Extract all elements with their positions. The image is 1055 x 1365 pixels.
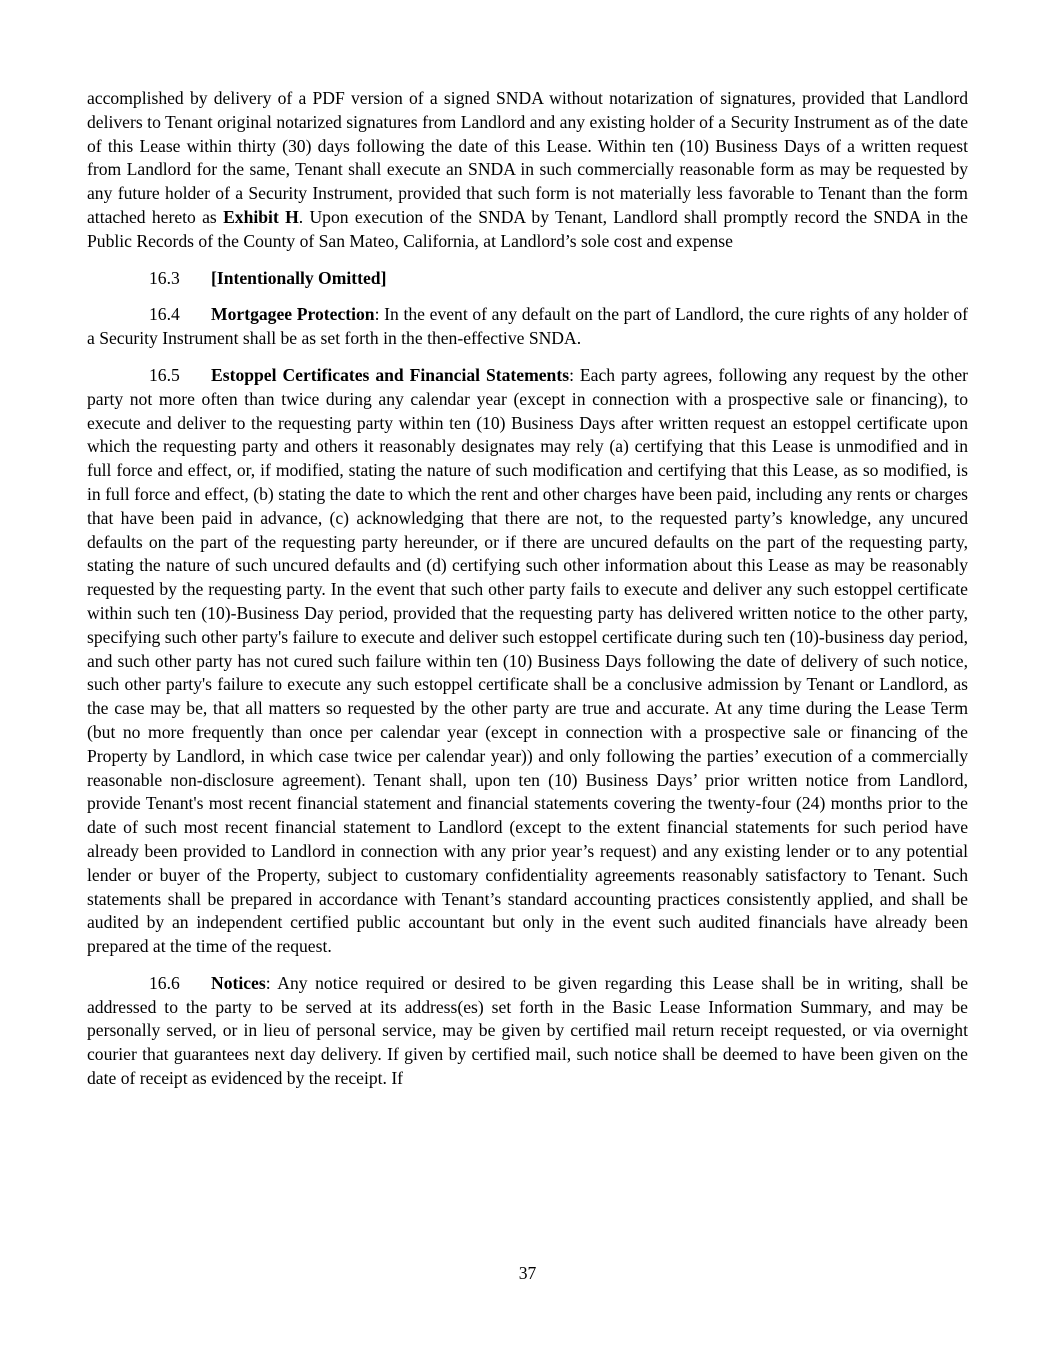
page-number: 37 xyxy=(518,1263,537,1283)
paragraph-16-2-continuation xyxy=(87,87,968,254)
section-16-5 xyxy=(87,364,968,959)
section-number: 16.6 xyxy=(149,972,180,993)
section-heading: [Intentionally Omitted] xyxy=(211,267,387,288)
paragraph-text: accomplished by delivery of a PDF version of a signed SNDA without notarization of signatures, provided that Landlord delivers to Tenant original notarized signatures from Landlord and any existing holder of a Security Instrument as of the date of this Lease within thirty (30) days following the date of this Lease. Within ten (10) Business Days of a written request from Landlord for the same, Tenant shall execute an SNDA in such commercially reasonable form as may be requested by any future holder of a Security Instrument, provided that such form is not materially less favorable to Tenant than the form attached hereto as xyxy=(87,88,968,227)
section-body: : Each party agrees, following any request by the other party not more often than twice during any calendar year (except in connection with a prospective sale or financing), to execute and deliver to the requesting party within ten (10) Business Days after written request an estoppel certificate upon which the requesting party and others it reasonably designates may rely (a) certifying that this Lease is unmodified and in full force and effect, or, if modified, stating the nature of such modification and certifying that this Lease, as so modified, is in full force and effect, (b) stating the date to which the rent and other charges have been paid, including any rents or charges that have been paid in advance, (c) acknowledging that there are not, to the requested party’s knowledge, any uncured defaults on the part of the requesting party hereunder, or if there are uncured defaults on the part of the requesting party, stating the nature of such uncured defaults and (d) certifying such other information about this Lease as may be reasonably requested by the requesting party. In the event that such other party fails to execute and deliver any such estoppel certificate within such ten (10)-Business Day period, provided that the requesting party has delivered written notice to the other party, specifying such other party's failure to execute and deliver such estoppel certificate during such ten (10)-business day period, and such other party has not cured such failure within ten (10) Business Days following the date of delivery of such notice, such other party's failure to execute any such estoppel certificate shall be a conclusive admission by Tenant or Landlord, as the case may be, that all matters so requested by the other party are true and accurate. At any time during the Lease Term (but no more frequently than once per calendar year (except in connection with a prospective sale or financing of the Property by Landlord, in which case twice per calendar year)) and only following the parties’ execution of a commercially reasonable non-disclosure agreement). Tenant shall, upon ten (10) Business Days’ prior written notice from Landlord, provide Tenant's most recent financial statement and financial statements covering the twenty-four (24) months prior to the date of such most recent financial statement to Landlord (except to the extent financial statements for such period have already been provided to Landlord in connection with any prior year’s request) and any existing lender or to any potential lender or buyer of the Property, subject to customary confidentiality agreements reasonably satisfactory to Tenant. Such statements shall be prepared in accordance with Tenant’s standard accounting practices consistently applied, and shall be audited by an independent certified public accountant but only in the event such audited financials have already been prepared at the time of the request. xyxy=(87,364,968,957)
section-number: 16.3 xyxy=(149,267,180,288)
section-16-4 xyxy=(87,303,968,351)
section-number: 16.4 xyxy=(149,304,180,325)
exhibit-reference: Exhibit H xyxy=(223,206,299,227)
section-body: : Any notice required or desired to be given regarding this Lease shall be in writing, shall be addressed to the party to be served at its address(es) set forth in the Basic Lease Information Summary, and may be personally served, or in lieu of personal service, may be given by certified mail return receipt requested, or via overnight courier that guarantees next day delivery. If given by certified mail, such notice shall be deemed to have been given on the date of receipt as evidenced by the receipt. If xyxy=(87,972,968,1089)
paragraph-text: . Upon execution of the SNDA by Tenant, Landlord shall promptly record the SNDA in the Public Records of the County of San Mateo, California, at Landlord’s sole cost and expense xyxy=(87,206,968,251)
document-page xyxy=(87,87,968,1091)
section-heading: Estoppel Certificates and Financial Statements xyxy=(211,364,570,385)
section-16-6 xyxy=(87,972,968,1091)
section-16-3 xyxy=(87,267,968,291)
section-heading: Notices xyxy=(211,972,266,993)
section-heading: Mortgagee Protection xyxy=(211,304,375,325)
section-body: : In the event of any default on the part of Landlord, the cure rights of any holder of a Security Instrument shall be as set forth in the then-effective SNDA. xyxy=(87,304,968,349)
section-number: 16.5 xyxy=(149,364,180,385)
